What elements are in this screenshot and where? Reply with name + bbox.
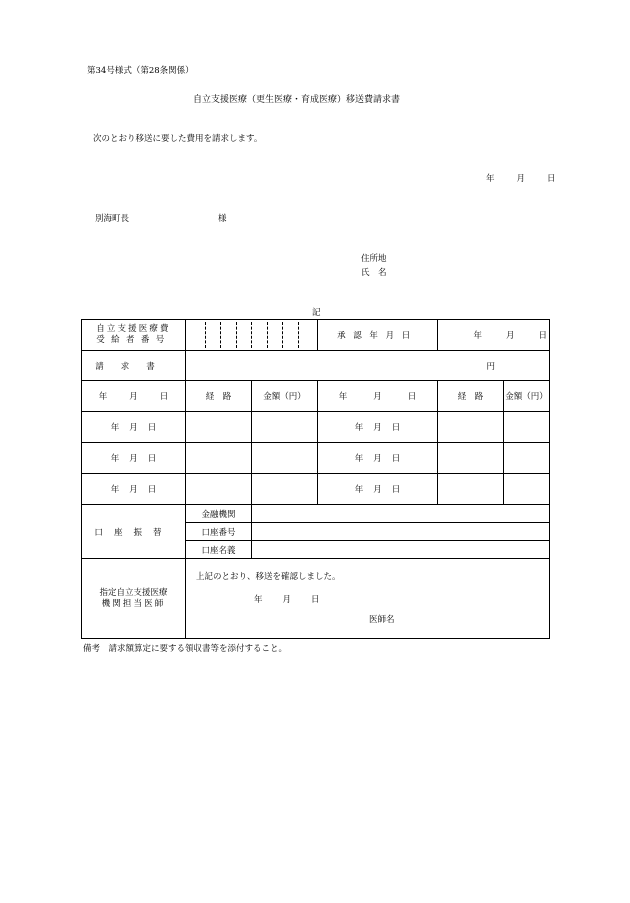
confirmation-date	[254, 595, 320, 605]
entry-day-2: 日	[391, 423, 401, 433]
entry-day: 日	[147, 454, 157, 464]
claim-amount-label: 請求書	[82, 351, 186, 381]
name-label: 氏 名	[361, 268, 387, 278]
claim-amount-field[interactable]	[186, 351, 550, 381]
entry-amount[interactable]	[252, 474, 318, 505]
approval-date-field[interactable]	[438, 320, 550, 351]
entry-route[interactable]	[186, 412, 252, 443]
header-amount-2: 金額（円）	[504, 381, 550, 412]
confirm-day: 日	[311, 595, 320, 605]
header-route: 経 路	[186, 381, 252, 412]
header-year-2: 年	[338, 392, 348, 402]
doctor-label-line1: 指定自立支援医療	[99, 587, 168, 598]
bank-name-field[interactable]	[252, 505, 550, 523]
header-day-2: 日	[407, 392, 417, 402]
header-date	[486, 174, 556, 184]
addressee-honorific: 様	[218, 214, 227, 224]
intro-text: 次のとおり移送に要した費用を請求します。	[93, 134, 263, 144]
entry-month-2: 月	[373, 454, 382, 464]
bank-name-label: 金融機関	[186, 505, 252, 523]
header-route-2: 経 路	[438, 381, 504, 412]
entry-year-2: 年	[354, 485, 364, 495]
form-number: 第34号様式（第28条関係）	[87, 66, 194, 76]
doctor-name-label: 医師名	[369, 615, 395, 625]
doctor-confirmation-cell[interactable]	[186, 559, 550, 639]
entry-day: 日	[147, 485, 157, 495]
entry-month-2: 月	[373, 423, 382, 433]
account-number-field[interactable]	[252, 523, 550, 541]
account-number-label: 口座番号	[186, 523, 252, 541]
entry-year-2: 年	[354, 423, 364, 433]
entry-year: 年	[110, 485, 120, 495]
header-date-2	[318, 381, 438, 412]
recipient-number-label-line1: 自立支援医療費	[96, 324, 171, 334]
approval-year: 年	[473, 331, 482, 341]
entry-day-2: 日	[391, 454, 401, 464]
year-label: 年	[486, 174, 495, 184]
entry-year-2: 年	[354, 454, 364, 464]
header-month: 月	[129, 392, 138, 402]
entry-day-2: 日	[391, 485, 401, 495]
entry-route-2[interactable]	[438, 474, 504, 505]
confirm-year: 年	[254, 595, 263, 605]
entry-amount-2[interactable]	[504, 443, 550, 474]
entry-day: 日	[147, 423, 157, 433]
entry-date-2[interactable]	[318, 412, 438, 443]
entry-month: 月	[129, 423, 138, 433]
month-label: 月	[516, 174, 526, 184]
entry-month: 月	[129, 454, 138, 464]
recipient-number-boxes	[190, 322, 313, 348]
recipient-number-label-line2: 受給者番号	[96, 335, 171, 345]
entry-route-2[interactable]	[438, 443, 504, 474]
claim-table	[81, 319, 550, 639]
header-date	[82, 381, 186, 412]
entry-amount[interactable]	[252, 412, 318, 443]
entry-month: 月	[129, 485, 138, 495]
entry-year: 年	[110, 423, 120, 433]
recipient-number-field[interactable]	[186, 320, 318, 351]
approval-month: 月	[506, 331, 515, 341]
addressee-name: 別海町長	[95, 214, 130, 224]
entry-date[interactable]	[82, 412, 186, 443]
approval-day: 日	[538, 331, 548, 341]
entry-amount-2[interactable]	[504, 412, 550, 443]
approval-date-label: 承認年月日	[318, 320, 438, 351]
entry-date-2[interactable]	[318, 443, 438, 474]
entry-amount-2[interactable]	[504, 474, 550, 505]
confirm-month: 月	[282, 595, 292, 605]
entry-route[interactable]	[186, 443, 252, 474]
entry-date[interactable]	[82, 443, 186, 474]
header-day: 日	[159, 392, 169, 402]
ki-label: 記	[312, 308, 321, 318]
doctor-label	[82, 559, 186, 639]
entry-route-2[interactable]	[438, 412, 504, 443]
entry-row	[82, 443, 550, 474]
entry-amount[interactable]	[252, 443, 318, 474]
address-label: 住所地	[361, 254, 387, 264]
account-holder-field[interactable]	[252, 541, 550, 559]
day-label: 日	[547, 174, 556, 184]
entry-row	[82, 412, 550, 443]
entry-date[interactable]	[82, 474, 186, 505]
remarks-note: 備考 請求額算定に要する領収書等を添付すること。	[83, 644, 288, 654]
account-transfer-label: 口座振替	[82, 505, 186, 559]
account-holder-label: 口座名義	[186, 541, 252, 559]
entry-year: 年	[110, 454, 120, 464]
entry-date-2[interactable]	[318, 474, 438, 505]
form-title: 自立支援医療（更生医療・育成医療）移送費請求書	[193, 95, 401, 105]
entry-route[interactable]	[186, 474, 252, 505]
header-year: 年	[98, 392, 108, 402]
doctor-label-line2: 機関担当医師	[101, 598, 166, 609]
header-month-2: 月	[373, 392, 382, 402]
recipient-number-label	[82, 320, 186, 351]
header-amount: 金額（円）	[252, 381, 318, 412]
yen-unit: 円	[486, 361, 496, 372]
entry-row	[82, 474, 550, 505]
entry-month-2: 月	[373, 485, 382, 495]
confirmation-text: 上記のとおり、移送を確認しました。	[196, 572, 341, 582]
